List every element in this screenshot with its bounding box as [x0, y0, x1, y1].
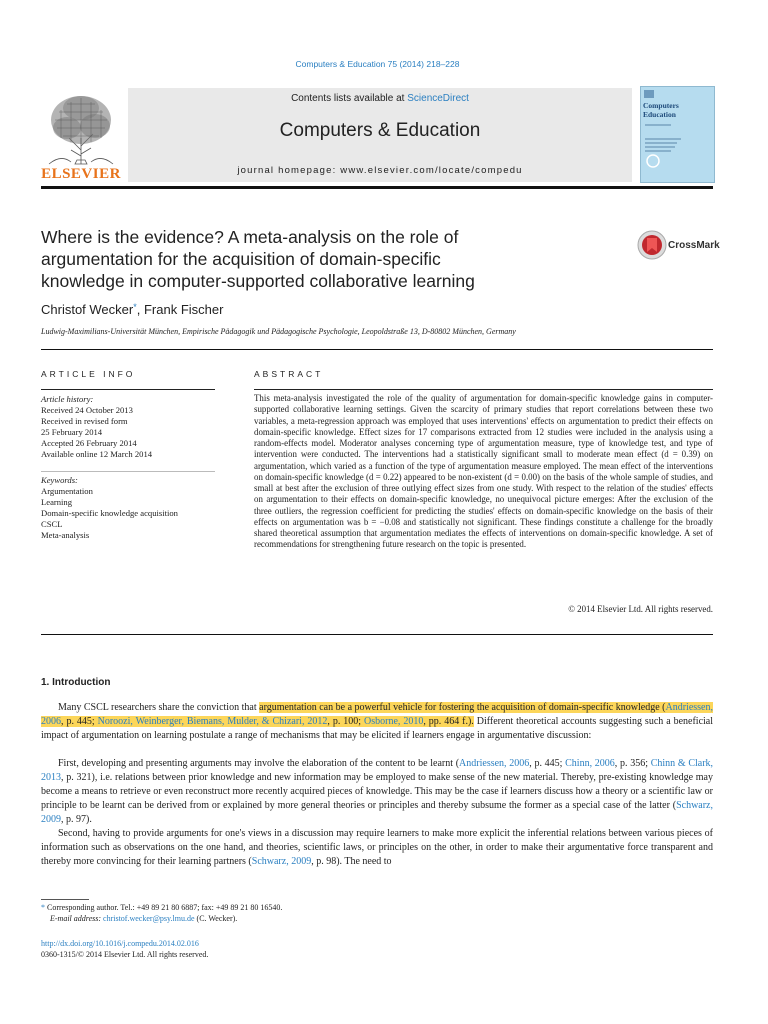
- footnote-text: Corresponding author. Tel.: +49 89 21 80 6887; fax: +49 89 21 80 16540.: [47, 903, 283, 912]
- citation-link[interactable]: Chinn & Clark, 2013: [41, 758, 714, 783]
- text-run: , p. 356;: [614, 758, 651, 769]
- intro-paragraph-1: [41, 701, 713, 743]
- article-title-line1: Where is the evidence? A meta-analysis on the role of: [41, 227, 459, 247]
- keyword-item: Argumentation: [41, 486, 93, 496]
- author-name: Christof Wecker: [41, 302, 134, 317]
- text-run: , p. 321), i.e. relations between prior knowledge and new information may be employed to make sense of the new material. Thereby, pre-existing knowledge may become a means to retrieve or even reconstruct more recently acquired pieces of knowledge. This may be the case if learners discuss how a theory or a scientific law or principle to be learnt can be derived from or explained by more general theories or principles and thereby subsume the former as a special case of the latter (: [41, 771, 713, 811]
- doi-link[interactable]: http://dx.doi.org/10.1016/j.compedu.2014.02.016: [41, 939, 199, 948]
- author-name: Frank Fischer: [143, 302, 224, 317]
- author-list: [41, 302, 223, 317]
- corresponding-author-mark[interactable]: *: [133, 302, 137, 312]
- article-title-line2: argumentation for the acquisition of domain-specific: [41, 249, 441, 269]
- text-run: Many CSCL researchers share the conviction that: [58, 702, 260, 713]
- citation-link[interactable]: Andriessen, 2006: [459, 758, 530, 769]
- issn-line: 0360-1315/© 2014 Elsevier Ltd. All rights reserved.: [41, 950, 209, 959]
- citation-link[interactable]: Noroozi, Weinberger, Biemans, Mulder, & Chizari, 2012: [97, 715, 328, 727]
- author-separator: ,: [136, 302, 144, 317]
- citation-link[interactable]: Schwarz, 2009: [41, 799, 713, 825]
- section-rule: [41, 349, 713, 350]
- introduction-heading: 1. Introduction: [41, 677, 111, 688]
- article-info-rule: [41, 389, 215, 390]
- keywords-label: Keywords:: [41, 475, 78, 485]
- email-label: E-mail address:: [50, 913, 104, 923]
- text-run: , pp. 464 f.).: [423, 715, 474, 727]
- cover-title: [643, 101, 713, 119]
- sciencedirect-link[interactable]: ScienceDirect: [407, 93, 469, 104]
- keyword-item: Learning: [41, 497, 73, 507]
- author-affiliation: Ludwig-Maximilians-Universität München, Empirische Pädagogik und Pädagogische Psychologie, Leopoldstraße 13, D-80802 München, Germany: [41, 327, 516, 336]
- citation-link[interactable]: Osborne, 2010: [364, 715, 424, 727]
- text-run: argumentation can be a powerful vehicle for fostering the acquisition of domain-specific knowledge (: [259, 702, 666, 713]
- text-run: , p. 100;: [327, 715, 364, 727]
- citation-link[interactable]: Schwarz, 2009: [251, 855, 312, 867]
- footnote-line: [41, 914, 713, 925]
- history-label: Article history:: [41, 394, 94, 404]
- cover-title-line2: Education: [643, 110, 676, 119]
- text-run: , p. 445;: [61, 715, 98, 727]
- journal-homepage[interactable]: journal homepage: www.elsevier.com/locate/compedu: [237, 165, 523, 176]
- history-item: Available online 12 March 2014: [41, 449, 153, 459]
- footnote-mark: *: [41, 903, 45, 912]
- article-info-heading: ARTICLE INFO: [41, 369, 136, 379]
- contents-available-line: [128, 93, 632, 104]
- abstract-rule: [254, 389, 713, 390]
- intro-paragraph-3: [41, 827, 713, 869]
- email-link[interactable]: christof.wecker@psy.lmu.de: [103, 913, 195, 923]
- history-item: Accepted 26 February 2014: [41, 438, 137, 448]
- journal-title: Computers & Education: [279, 120, 481, 141]
- text-run: First, developing and presenting arguments may involve the elaboration of the content to be learnt (: [58, 758, 460, 769]
- publisher-name: ELSEVIER: [41, 166, 121, 182]
- article-title-line3: knowledge in computer-supported collaborative learning: [41, 271, 475, 291]
- text-run: Second, having to provide arguments for one's views in a discussion may require learners to make more explicit the inferential relations between various pieces of information such as observations on the one hand, and theories, scientific laws, or principles on the other, in order to make their argumentative force transparent and thereby more convincing for their learning partners (: [41, 828, 713, 867]
- article-history: [41, 394, 215, 460]
- header-rule: [41, 186, 713, 189]
- intro-paragraph-2: [41, 757, 713, 827]
- history-item: 25 February 2014: [41, 427, 103, 437]
- text-run: , p. 97).: [61, 813, 92, 825]
- keyword-item: CSCL: [41, 519, 63, 529]
- footnote-line: [41, 903, 713, 914]
- citation-link[interactable]: Chinn, 2006: [565, 758, 615, 769]
- abstract-bottom-rule: [41, 634, 713, 635]
- footnote-rule: [41, 899, 89, 900]
- text-run: , p. 445;: [529, 758, 566, 769]
- cover-title-line1: Computers: [643, 101, 679, 110]
- keyword-item: Domain-specific knowledge acquisition: [41, 508, 178, 518]
- abstract-copyright: © 2014 Elsevier Ltd. All rights reserved.: [568, 604, 713, 614]
- article-title: [41, 226, 601, 292]
- history-item: Received 24 October 2013: [41, 405, 133, 415]
- footnote: [41, 903, 713, 924]
- keyword-item: Meta-analysis: [41, 530, 90, 540]
- email-suffix: (C. Wecker).: [194, 913, 238, 923]
- contents-prefix: Contents lists available at: [291, 93, 408, 104]
- crossmark-label[interactable]: CrossMark: [668, 240, 720, 251]
- history-item: Received in revised form: [41, 416, 128, 426]
- keywords: [41, 475, 215, 541]
- text-run: , p. 98). The need to: [311, 855, 392, 867]
- journal-reference[interactable]: Computers & Education 75 (2014) 218–228: [295, 59, 460, 69]
- keywords-rule: [41, 471, 215, 472]
- abstract-heading: ABSTRACT: [254, 369, 324, 379]
- text-run: Different theoretical accounts suggesting such a beneficial impact of argumentation on learning postulate a range of mechanisms that may be elicited if learners engage in argumentative discussion:: [41, 715, 713, 741]
- abstract-text: This meta-analysis investigated the role of the quality of argumentation for domain-specific knowledge gains in computer-supported collaborative learning settings. Given the scarcity of primary studies that report correlations between these two variables, a meta-regression approach was employed that uses interventions' effects on argumentation to predict their effects on domain-specific knowledge. Effect sizes for 17 comparisons extracted from 12 studies were included in the analysis using a random-effects model. Moderator analyses concerning type of argumentation measure, type of knowledge test, and type of intervention were conducted. The interventions had a statistically significant small to moderate mean effect (d = 0.39) on argumentation, which varied as a function of the type of argumentation measure employed. The mean effect of the interventions on domain-specific knowledge (d = 0.22) appeared to be non-existent (d = 0.00) on the basis of the whole sample of studies, and small at best after the exclusion of three outlying effect sizes from one study. With respect to the relation of the studies' effects on argumentation to their effects on domain-specific knowledge, no unequivocal picture emerges: After the exclusion of the three outliers, the regression coefficient for predicting the studies' effects on domain-specific knowledge on the basis of their effects on argumentation was b = −0.08 and statistically not significant. These findings constitute a challenge for the broadly shared theoretical assumption that argumentation mediates the effects of interventions on domain-specific knowledge. A set of recommendations for strengthening future research on the topic is presented.: [254, 393, 713, 550]
- citation-link[interactable]: Andriessen, 2006: [41, 702, 713, 727]
